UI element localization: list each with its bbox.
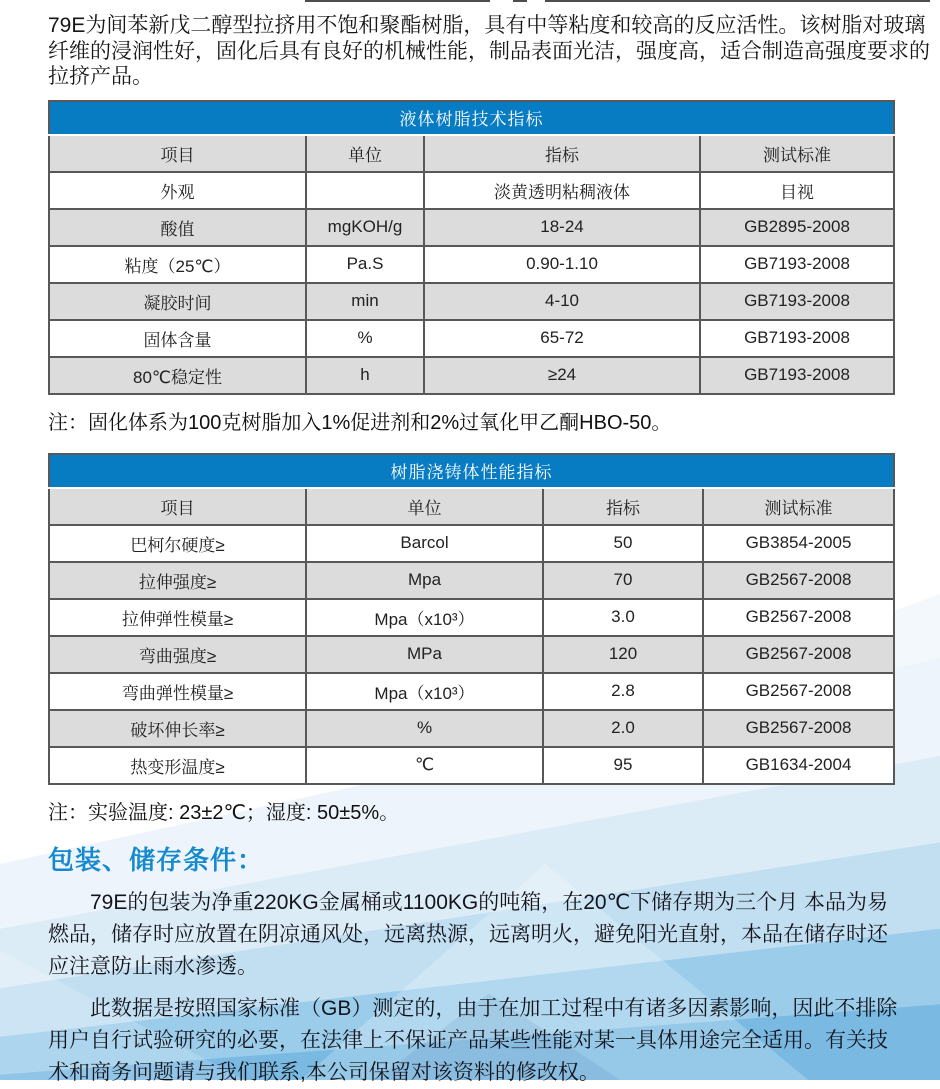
table-cell: 18-24 xyxy=(424,209,700,246)
table-row xyxy=(49,172,894,209)
table-cell: Pa.S xyxy=(306,246,424,283)
product-intro-paragraph: 79E为间苯新戊二醇型拉挤用不饱和聚酯树脂，具有中等粘度和较高的反应活性。该树脂对玻璃纤维的浸润性好，固化后具有良好的机械性能，制品表面光洁，强度高，适合制造高强度要求的拉挤产品。 xyxy=(48,14,930,88)
table-cell: mgKOH/g xyxy=(306,209,424,246)
table-cell: 淡黄透明粘稠液体 xyxy=(424,172,700,209)
table-body xyxy=(49,525,894,784)
table-cell: % xyxy=(306,320,424,357)
table-cell: GB7193-2008 xyxy=(700,320,894,357)
table-cell: GB7193-2008 xyxy=(700,246,894,283)
table-row xyxy=(49,246,894,283)
table-cell: 2.8 xyxy=(543,673,703,710)
table-row xyxy=(49,357,894,394)
table-cell: MPa xyxy=(306,636,543,673)
table-cell: GB7193-2008 xyxy=(700,357,894,394)
table-cell: GB2895-2008 xyxy=(700,209,894,246)
page-top-crop-line xyxy=(513,0,527,2)
table-row xyxy=(49,710,894,747)
table-cell: min xyxy=(306,283,424,320)
table-cell: 120 xyxy=(543,636,703,673)
column-header: 指标 xyxy=(543,488,703,525)
table-cell: GB2567-2008 xyxy=(703,599,894,636)
table-cell: 热变形温度≥ xyxy=(49,747,306,784)
table-cell: 破坏伸长率≥ xyxy=(49,710,306,747)
column-header: 测试标准 xyxy=(700,135,894,172)
column-header: 指标 xyxy=(424,135,700,172)
table-cell: 外观 xyxy=(49,172,306,209)
table-cell: 弯曲强度≥ xyxy=(49,636,306,673)
table-cell: Mpa xyxy=(306,562,543,599)
table-cell: 70 xyxy=(543,562,703,599)
table-cell: 80℃稳定性 xyxy=(49,357,306,394)
table-title-bar xyxy=(49,454,894,488)
table-cell: 2.0 xyxy=(543,710,703,747)
disclaimer-paragraph: 此数据是按照国家标准（GB）测定的，由于在加工过程中有诸多因素影响，因此不排除用户自行试验研究的必要，在法律上不保证产品某些性能对某一具体用途完全适用。有关技术和商务问题请与我们联系,本公司保留对该资料的修改权。 xyxy=(48,996,898,1084)
table-cell: Mpa（x10³） xyxy=(306,673,543,710)
table-row xyxy=(49,673,894,710)
table-body xyxy=(49,172,894,394)
table-note: 注：固化体系为100克树脂加入1%促进剂和2%过氧化甲乙酮HBO-50。 xyxy=(48,411,672,434)
table-cell: 3.0 xyxy=(543,599,703,636)
table-title: 液体树脂技术指标 xyxy=(49,101,894,135)
table-cell: Mpa（x10³） xyxy=(306,599,543,636)
table-cell: 4-10 xyxy=(424,283,700,320)
table-cell: % xyxy=(306,710,543,747)
table-cell: 95 xyxy=(543,747,703,784)
table-cell: GB1634-2004 xyxy=(703,747,894,784)
table-note: 注：实验温度: 23±2℃；湿度: 50±5%。 xyxy=(48,801,400,824)
page-top-crop-line xyxy=(545,0,930,2)
table-cell: GB2567-2008 xyxy=(703,636,894,673)
casting-performance-table xyxy=(48,453,895,785)
table-title: 树脂浇铸体性能指标 xyxy=(49,454,894,488)
table-cell: 弯曲弹性模量≥ xyxy=(49,673,306,710)
table-row xyxy=(49,283,894,320)
column-header: 项目 xyxy=(49,135,306,172)
column-header: 单位 xyxy=(306,135,424,172)
table-cell: 巴柯尔硬度≥ xyxy=(49,525,306,562)
table-cell: ℃ xyxy=(306,747,543,784)
table-cell xyxy=(306,172,424,209)
table-row xyxy=(49,562,894,599)
storage-section-heading: 包装、储存条件： xyxy=(48,844,265,875)
table-cell: Barcol xyxy=(306,525,543,562)
table-cell: 50 xyxy=(543,525,703,562)
table-header-row xyxy=(49,488,894,525)
table-cell: h xyxy=(306,357,424,394)
table-cell: 目视 xyxy=(700,172,894,209)
table-row xyxy=(49,747,894,784)
table-cell: 粘度（25℃） xyxy=(49,246,306,283)
table-cell: 拉伸弹性模量≥ xyxy=(49,599,306,636)
column-header: 单位 xyxy=(306,488,543,525)
table-cell: 0.90-1.10 xyxy=(424,246,700,283)
table-cell: GB2567-2008 xyxy=(703,673,894,710)
page-top-crop-line xyxy=(305,0,490,2)
table-cell: 固体含量 xyxy=(49,320,306,357)
column-header: 测试标准 xyxy=(703,488,894,525)
table-row xyxy=(49,636,894,673)
table-cell: GB2567-2008 xyxy=(703,562,894,599)
table-cell: ≥24 xyxy=(424,357,700,394)
table-title-bar xyxy=(49,101,894,135)
liquid-resin-spec-table xyxy=(48,100,895,395)
table-row xyxy=(49,525,894,562)
column-header: 项目 xyxy=(49,488,306,525)
table-cell: 拉伸强度≥ xyxy=(49,562,306,599)
table-cell: 65-72 xyxy=(424,320,700,357)
table-row xyxy=(49,320,894,357)
table-row xyxy=(49,599,894,636)
table-cell: 凝胶时间 xyxy=(49,283,306,320)
table-cell: GB2567-2008 xyxy=(703,710,894,747)
table-cell: GB3854-2005 xyxy=(703,525,894,562)
table-header-row xyxy=(49,135,894,172)
storage-paragraph: 79E的包装为净重220KG金属桶或1100KG的吨箱，在20℃下储存期为三个月 本品为易燃品，储存时应放置在阴凉通风处，远离热源，远离明火，避免阳光直射，本品在储存时还应注意防止雨水渗透。 xyxy=(48,890,889,978)
table-cell: GB7193-2008 xyxy=(700,283,894,320)
table-row xyxy=(49,209,894,246)
table-cell: 酸值 xyxy=(49,209,306,246)
